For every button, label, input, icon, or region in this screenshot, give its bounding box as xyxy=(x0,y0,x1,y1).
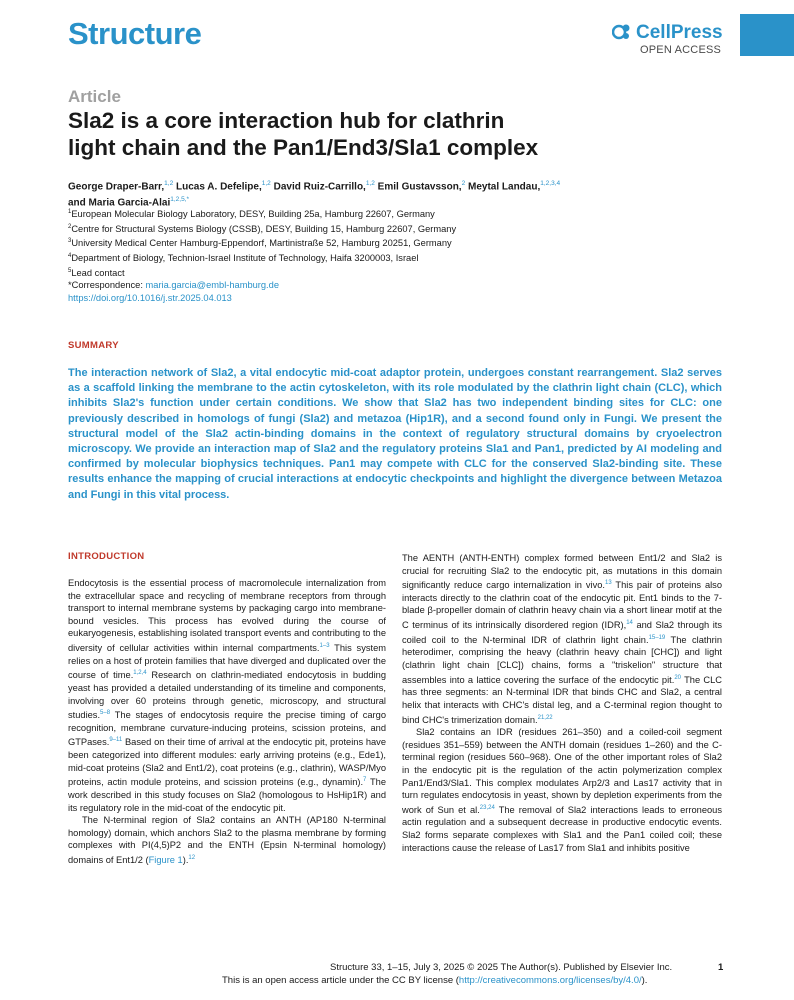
author-affil: 1,2 xyxy=(261,180,271,187)
citation-ref[interactable]: 15–19 xyxy=(648,634,666,641)
citation-ref[interactable]: 23,24 xyxy=(479,804,495,811)
affil-number: 4 xyxy=(68,253,72,260)
citation-ref[interactable]: 21,22 xyxy=(537,714,553,721)
affiliation xyxy=(68,235,688,250)
left-column xyxy=(68,577,386,867)
citation-ref[interactable]: 20 xyxy=(674,674,682,681)
intro-paragraph-3: The AENTH (ANTH-ENTH) complex formed between Ent1/2 and Sla2 is crucial for recruiting Sla2 to the endocytic pit, as mutations in this domain significantly reduce cargo internalization in vivo.$^{13}$ This pair of proteins also interacts directly to the clathrin coat of the endocytic pit. Ent1 binds to the 7-blade β-propeller domain of clathrin heavy chain via a short linear motif at the C terminus of its intrinsically disordered region (IDR),$^{14}$ and Sla2 through its coiled coil to the N-terminal IDR of clathrin light chain.$^{15-19}$ The clathrin heterodimer, comprising the heavy (clathrin heavy chain [CHC]) and light (clathrin light chain [CLC]) chains, forms a "triskelion" structure that assembles into a lattice covering the surface of the endocytic pit.$^{20}$ The CLC has three segments: an N-terminal IDR that binds CHC and Sla2, a central helix that interacts with CHC's distal leg, and a C-terminal region thought to bind CHC's trimerization domain.$^{21,22}$ xyxy=(402,553,723,725)
affil-text: Centre for Structural Systems Biology (CSSB), DESY, Building 15, Hamburg 22607, Germany xyxy=(71,223,457,234)
author: and Maria Garcia-Alai xyxy=(68,197,171,209)
author-affil: 1,2 xyxy=(365,180,375,187)
affil-number: 3 xyxy=(68,238,72,245)
author: David Ruiz-Carrillo, xyxy=(273,181,366,193)
page-number: 1 xyxy=(718,962,724,973)
license-text-end: ). xyxy=(641,975,648,986)
affiliation xyxy=(68,265,688,280)
author-affil: 1,2 xyxy=(164,180,174,187)
article-title xyxy=(68,107,708,161)
open-access-label: OPEN ACCESS xyxy=(640,44,722,56)
correspondence xyxy=(68,279,688,292)
license-link[interactable]: http://creativecommons.org/licenses/by/4.0/ xyxy=(458,975,642,986)
citation-ref[interactable]: 14 xyxy=(626,620,633,627)
intro-paragraph-4: Sla2 contains an IDR (residues 261–350) and a coiled-coil segment (residues 351–559) between the ANTH domain (residues 1–260) and the C-terminal region (residues 560–968). One of the other important roles of Sla2 in the endocytic pit is the regulation of the actin polymerization complex Pan1/End3/Sla1. This complex modulates Arp2/3 and Las17 activity that in turn regulates endocytosis in yeast, shown by depletion experiments from the work of Sun et al.$^{23,24}$ The removal of Sla2 interactions leads to erroneous actin regulation and a subsequent decrease in productive endocytic events. Sla2 forms separate complexes with Sla1 and the Pan1 coiled coil; these interactions cause the release of Las17 from Sla1 and inhibits positive xyxy=(402,727,722,853)
corner-color-block xyxy=(740,14,794,56)
citation-ref[interactable]: 1,2,4 xyxy=(133,670,147,677)
author: George Draper-Barr, xyxy=(68,181,165,193)
cellpress-icon xyxy=(612,23,632,41)
author-affil: 1,2,5,* xyxy=(170,196,190,204)
citation-ref[interactable]: 9–11 xyxy=(109,737,123,744)
title-line-2: light chain and the Pan1/End3/Sla1 complex xyxy=(68,135,539,160)
citation-ref[interactable]: 1–3 xyxy=(319,642,330,649)
citation-ref[interactable]: 12 xyxy=(188,854,196,861)
affil-number: 5 xyxy=(68,267,72,274)
affil-number: 1 xyxy=(68,209,72,215)
citation-ref[interactable]: 5–8 xyxy=(100,710,111,717)
affil-text: University Medical Center Hamburg-Eppendorf, Martinistraße 52, Hamburg 20251, Germany xyxy=(71,238,452,249)
affiliation xyxy=(68,250,688,265)
author-affil: 2 xyxy=(461,180,466,187)
author: Meytal Landau, xyxy=(468,181,541,193)
author-affil: 1,2,3,4 xyxy=(540,180,561,187)
summary-text: The interaction network of Sla2, a vital endocytic mid-coat adaptor protein, undergoes constant rearrangement. Sla2 serves as a scaffold linking the membrane to the actin cytoskeleton, with its role modulated by the clathrin light chain (CLC), which inhibits Sla2's function under certain conditions. We show that Sla2 has two independent binding sites for CLC: one previously described in homologs of fungi (Sla2) and metazoa (Hip1R), and a second found only in Fungi. We present the structural model of the Sla2 actin-binding domains in the context of regulatory structural domains by cryoelectron microscopy. We provide an interaction map of Sla2 and the regulatory proteins Sla1 and Pan1, predicted by AI modeling and confirmed by molecular biophysics techniques. Pan1 may compete with CLC for the conserved Sla2-binding site. These results enhance the mapping of crucial interactions at endocytic checkpoints and highlight the divergence between Metazoa and Fungi in this vital process. xyxy=(68,367,722,501)
publisher-name: CellPress xyxy=(636,22,723,43)
license-footer xyxy=(222,975,647,986)
author: Emil Gustavsson, xyxy=(377,181,462,193)
citation-footer: Structure 33, 1–15, July 3, 2025 © 2025 The Author(s). Published by Elsevier Inc. xyxy=(330,962,673,973)
article-type: Article xyxy=(68,87,121,106)
intro-paragraph-2: The N-terminal region of Sla2 contains an ANTH (AP180 N-terminal homology) domain, which anchors Sla2 to the plasma membrane by forming complexes with PI(4,5)P2 and the ENTH (Epsin N-terminal homology) domains of Ent1/2 (Figure 1).$^{12}$ xyxy=(68,815,386,866)
cellpress-logo xyxy=(612,22,723,44)
affil-text: European Molecular Biology Laboratory, DESY, Building 25a, Hamburg 22607, Germany xyxy=(71,209,435,220)
right-column xyxy=(402,552,722,854)
affil-text: Lead contact xyxy=(71,267,125,278)
citation-ref[interactable]: 7 xyxy=(363,777,367,784)
affiliation xyxy=(68,206,688,221)
journal-title: Structure xyxy=(68,16,202,51)
intro-heading: INTRODUCTION xyxy=(68,551,145,562)
affiliation xyxy=(68,221,688,236)
citation-ref[interactable]: 13 xyxy=(605,580,612,587)
license-text: This is an open access article under the CC BY license ( xyxy=(222,975,459,986)
author-list xyxy=(68,177,688,210)
affiliations xyxy=(68,206,688,305)
title-line-1: Sla2 is a core interaction hub for clathrin xyxy=(68,108,505,133)
intro-paragraph-1: Endocytosis is the essential process of macromolecule internalization from the extracellular space and recycling of membrane receptors from through transport to internal membrane systems by packaging cargo into membrane-bound vesicles. This process has evolved during the course of eukaryogenesis, establishing isolated transport events and contributing to the diversity of cellular activities within internal compartments.$^{1-3}$ This system relies on a host of protein families that have diverged and duplicated over the course of time.$^{1,2,4}$ Research on clathrin-mediated endocytosis in budding yeast has provided a detailed understanding of its timeline and components, involving over 60 proteins through genetic, microscopy, and structural studies.$^{5-8}$ The stages of endocytosis require the precise timing of cargo recognition, membrane curvature-inducing proteins, scission proteins, and GTPases.$^{9-11}$ Based on their time of arrival at the endocytic pit, proteins have been categorized into different modules: early arriving proteins (e.g., Ede1), mid-coat proteins (Sla2 and Ent1/2), coat proteins (e.g., clathrin), WASP/Myo proteins, actin module proteins, and scission proteins (e.g., dynamin).$^7$ The work described in this study focuses on Sla2 (homologous to HsHip1R) and its regulatory role in the mid-coat of the endocytic pit. xyxy=(68,578,386,813)
summary-heading: SUMMARY xyxy=(68,340,119,351)
correspondence-label: *Correspondence: xyxy=(68,280,146,291)
doi-link[interactable]: https://doi.org/10.1016/j.str.2025.04.013 xyxy=(68,293,232,304)
email-link[interactable]: maria.garcia@embl-hamburg.de xyxy=(145,280,279,291)
affil-text: Department of Biology, Technion-Israel Institute of Technology, Haifa 3200003, Israel xyxy=(71,253,419,264)
author: Lucas A. Defelipe, xyxy=(175,181,262,193)
figure-link[interactable]: Figure 1 xyxy=(148,855,183,866)
affil-number: 2 xyxy=(68,223,72,230)
